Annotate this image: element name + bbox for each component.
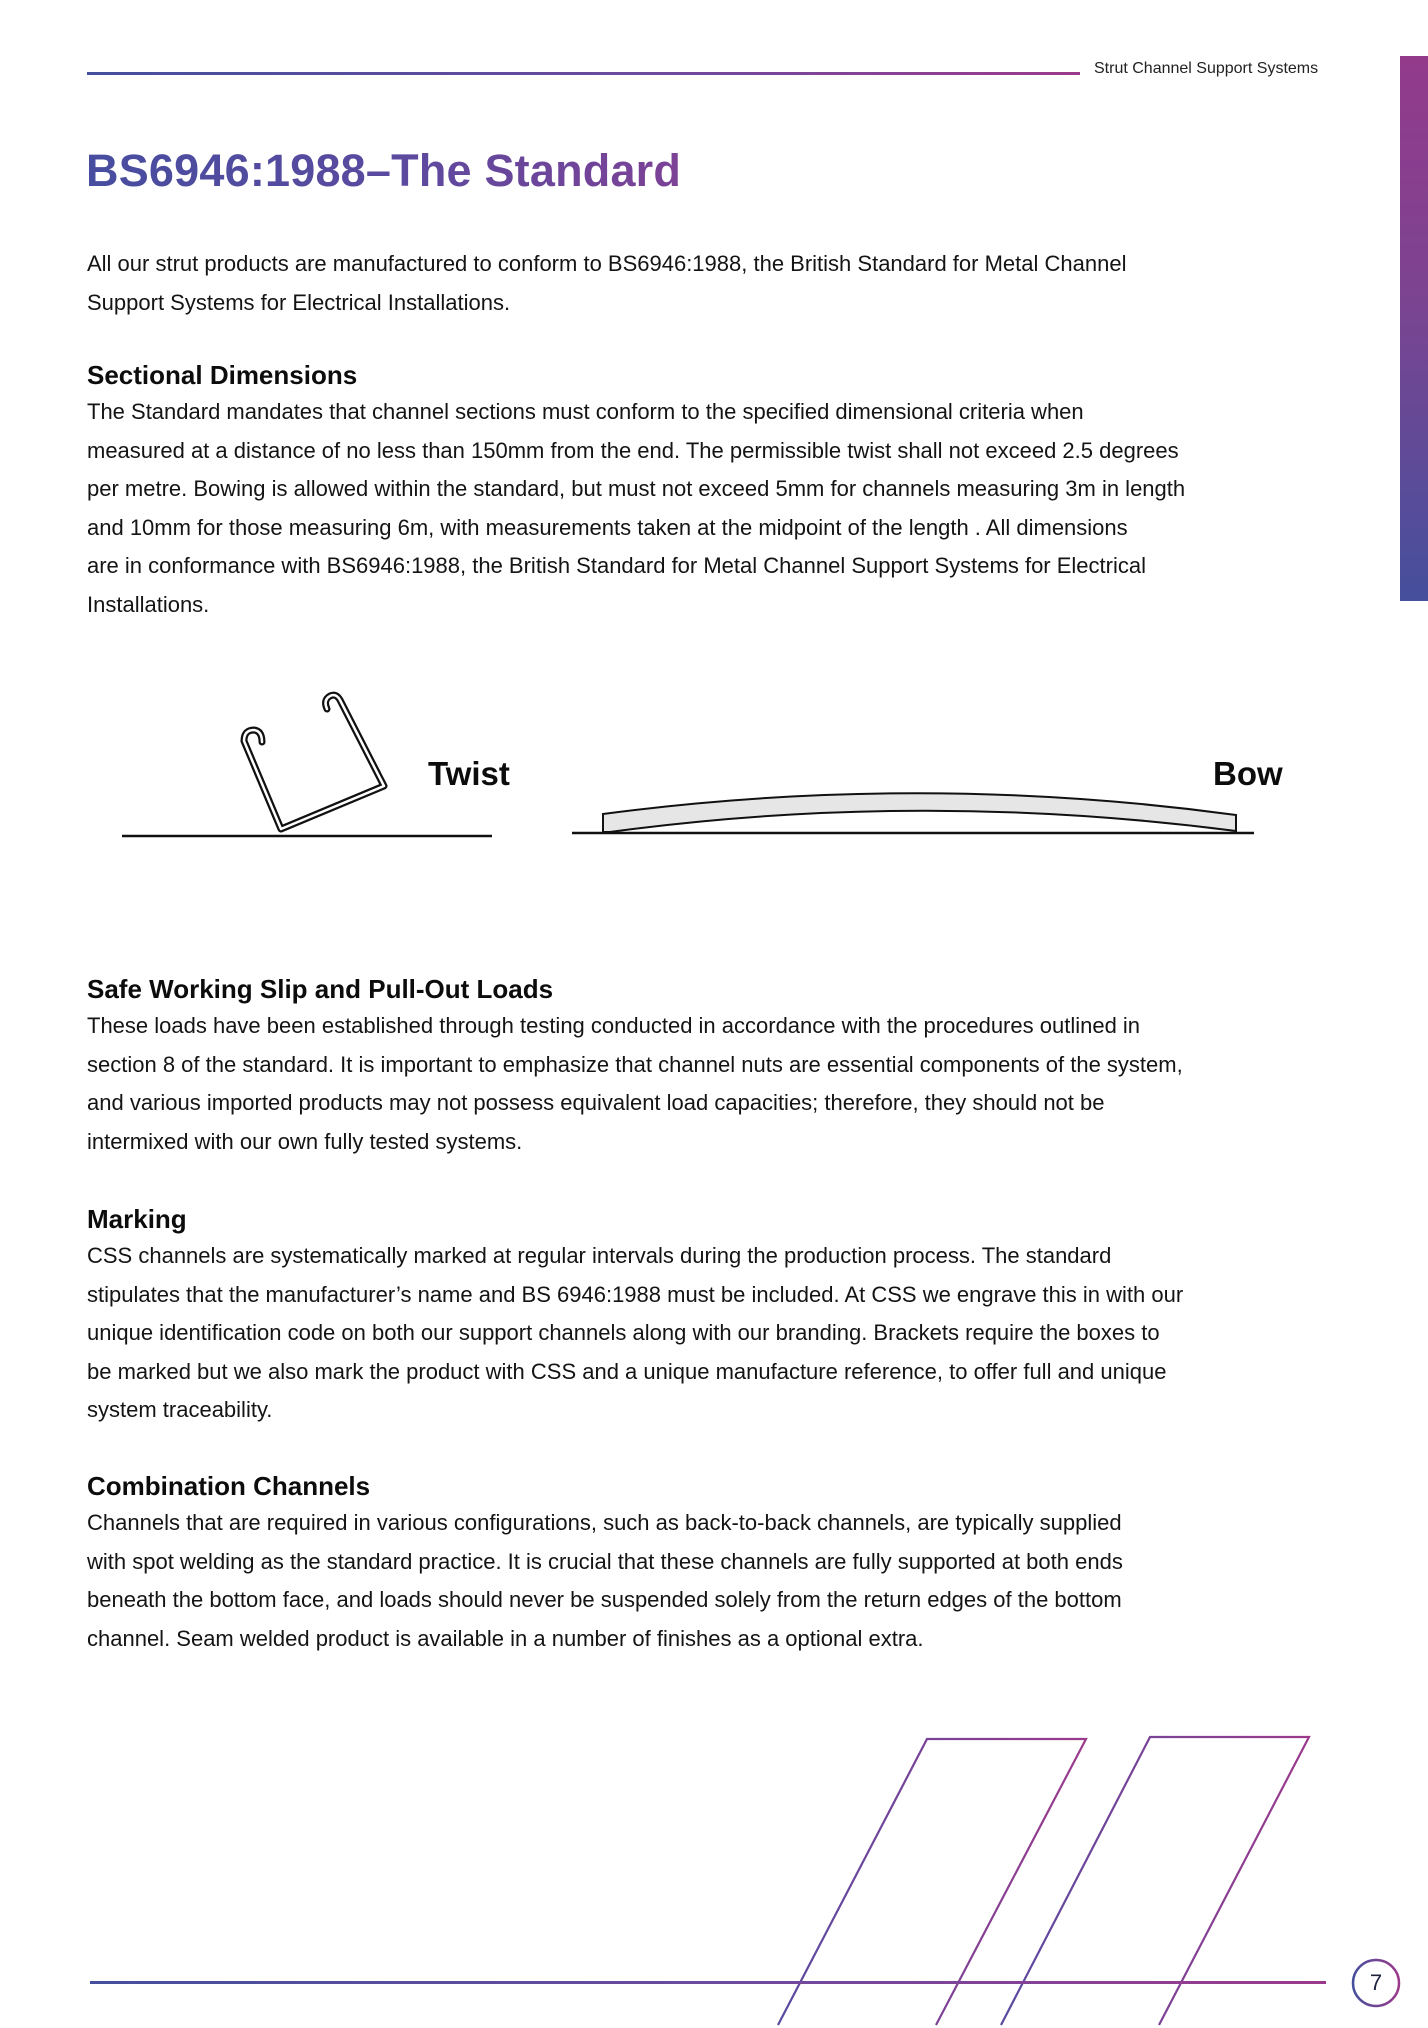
body-line: The Standard mandates that channel sections must conform to the specified dimensional criteria when bbox=[87, 399, 1084, 424]
twist-label: Twist bbox=[428, 755, 510, 792]
body-line: and 10mm for those measuring 6m, with measurements taken at the midpoint of the length . All dimensions bbox=[87, 514, 1128, 540]
section-heading: Marking bbox=[87, 1204, 187, 1234]
body-line: These loads have been established through testing conducted in accordance with the procedures outlined in bbox=[87, 1013, 1141, 1038]
footer-rule bbox=[90, 1981, 1326, 1984]
bow-label: Bow bbox=[1213, 755, 1283, 792]
section-heading: Safe Working Slip and Pull-Out Loads bbox=[87, 974, 554, 1004]
section-body bbox=[87, 1504, 1337, 1658]
body-line: per metre. Bowing is allowed within the standard, but must not exceed 5mm for channels measuring 3m in length bbox=[87, 476, 1186, 501]
running-header: Strut Channel Support Systems bbox=[1094, 60, 1319, 77]
channel-twist-icon bbox=[244, 695, 384, 829]
body-line: measured at a distance of no less than 150mm from the end. The permissible twist shall not exceed 2.5 degrees bbox=[87, 437, 1179, 463]
body-line: Installations. bbox=[87, 591, 210, 617]
page-title: BS6946:1988–The Standard bbox=[86, 145, 682, 196]
body-line: channel. Seam welded product is available in a number of finishes as a optional extra. bbox=[87, 1625, 924, 1651]
body-line: unique identification code on both our support channels along with our branding. Brackets require the boxes to bbox=[87, 1320, 1160, 1345]
section-heading: Combination Channels bbox=[87, 1471, 371, 1501]
bowed-channel-icon bbox=[603, 793, 1236, 832]
body-line: Channels that are required in various configurations, such as back-to-back channels, are typically supplied bbox=[87, 1510, 1122, 1535]
body-line: system traceability. bbox=[87, 1397, 273, 1422]
body-line: intermixed with our own fully tested systems. bbox=[87, 1128, 523, 1154]
body-line: are in conformance with BS6946:1988, the British Standard for Metal Channel Support Systems for Electrical bbox=[87, 553, 1146, 578]
body-line: section 8 of the standard. It is important to emphasize that channel nuts are essential components of the system, bbox=[87, 1051, 1183, 1077]
section-body bbox=[87, 1007, 1337, 1161]
body-line: be marked but we also mark the product with CSS and a unique manufacture reference, to offer full and unique bbox=[87, 1358, 1167, 1384]
body-line: CSS channels are systematically marked at regular intervals during the production process. The standard bbox=[87, 1243, 1112, 1268]
body-line: and various imported products may not possess equivalent load capacities; therefore, they should not be bbox=[87, 1090, 1105, 1115]
body-line: beneath the bottom face, and loads should never be suspended solely from the return edges of the bottom bbox=[87, 1587, 1122, 1612]
section-combination-channels bbox=[87, 1468, 1337, 1658]
body-line: with spot welding as the standard practice. It is crucial that these channels are fully supported at both ends bbox=[87, 1548, 1123, 1574]
section-marking bbox=[87, 1201, 1337, 1430]
body-line: stipulates that the manufacturer’s name and BS 6946:1988 must be included. At CSS we engrave this in with our bbox=[87, 1281, 1184, 1307]
intro-line: All our strut products are manufactured to conform to BS6946:1988, the British Standard for Metal Channel bbox=[87, 251, 1127, 276]
section-heading: Sectional Dimensions bbox=[87, 360, 358, 390]
page-number: 7 bbox=[1369, 1970, 1383, 1995]
section-safe-working-loads bbox=[87, 971, 1337, 1161]
section-body bbox=[87, 1237, 1337, 1430]
intro-line: Support Systems for Electrical Installations. bbox=[87, 289, 511, 315]
bow-diagram bbox=[572, 793, 1254, 833]
